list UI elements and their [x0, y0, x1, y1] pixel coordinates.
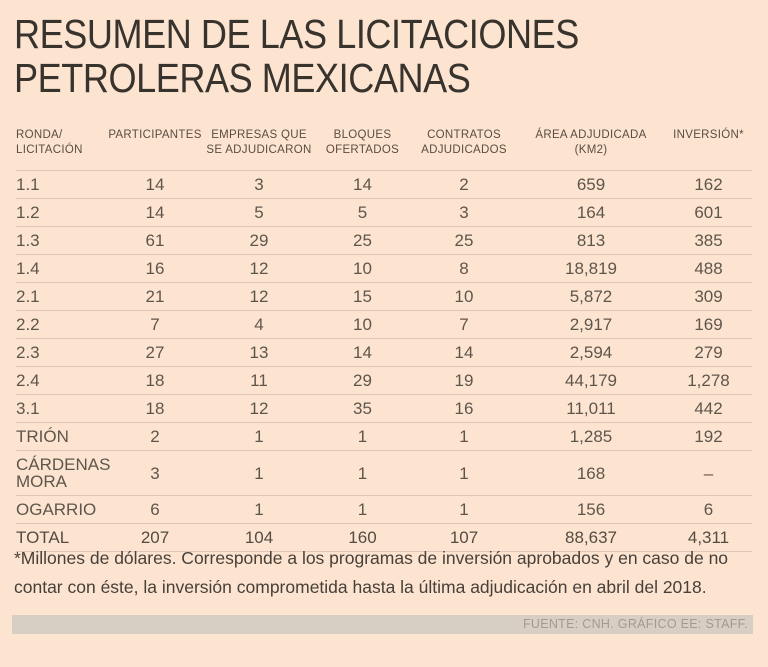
- page-title-line2: PETROLERAS MEXICANAS: [14, 55, 471, 101]
- licitaciones-table: [16, 124, 752, 552]
- col-header-0: RONDA/ LICITACIÓN: [16, 124, 106, 171]
- table-row: [16, 311, 752, 339]
- data-cell: 13: [204, 339, 314, 367]
- data-cell: 1: [204, 496, 314, 524]
- row-label: 1.3: [16, 227, 106, 255]
- data-cell: 1: [411, 451, 517, 496]
- row-label: 2.2: [16, 311, 106, 339]
- data-cell: 10: [411, 283, 517, 311]
- source-credit: FUENTE: CNH. GRÁFICO EE: STAFF.: [522, 617, 748, 631]
- data-cell: 1: [411, 423, 517, 451]
- data-cell: 35: [314, 395, 411, 423]
- data-cell: 16: [411, 395, 517, 423]
- data-cell: 813: [517, 227, 665, 255]
- data-cell: 1,285: [517, 423, 665, 451]
- data-cell: 601: [665, 199, 752, 227]
- data-cell: 3: [204, 171, 314, 199]
- data-cell: 1,278: [665, 367, 752, 395]
- data-cell: 3: [106, 451, 204, 496]
- data-cell: 1: [204, 451, 314, 496]
- data-cell: 18: [106, 367, 204, 395]
- data-cell: 1: [204, 423, 314, 451]
- col-header-5: ÁREA ADJUDICADA (KM2): [517, 124, 665, 171]
- page-title-line1: RESUMEN DE LAS LICITACIONES: [14, 11, 579, 57]
- page-title: [14, 12, 579, 100]
- table-row: [16, 496, 752, 524]
- data-cell: 2,594: [517, 339, 665, 367]
- data-cell: 6: [665, 496, 752, 524]
- col-header-4: CONTRATOS ADJUDICADOS: [411, 124, 517, 171]
- data-cell: 162: [665, 171, 752, 199]
- data-cell: 29: [314, 367, 411, 395]
- data-cell: 15: [314, 283, 411, 311]
- data-cell: 4,311: [665, 524, 752, 552]
- data-cell: 7: [106, 311, 204, 339]
- data-cell: 2,917: [517, 311, 665, 339]
- data-cell: 12: [204, 395, 314, 423]
- data-cell: 11: [204, 367, 314, 395]
- row-label: 1.2: [16, 199, 106, 227]
- col-header-3: BLOQUES OFERTADOS: [314, 124, 411, 171]
- data-cell: 5: [314, 199, 411, 227]
- table-row: [16, 171, 752, 199]
- data-cell: 25: [411, 227, 517, 255]
- data-cell: 4: [204, 311, 314, 339]
- data-cell: 5: [204, 199, 314, 227]
- data-cell: 192: [665, 423, 752, 451]
- col-header-1: PARTICIPANTES: [106, 124, 204, 171]
- data-cell: 8: [411, 255, 517, 283]
- data-cell: 5,872: [517, 283, 665, 311]
- data-cell: 10: [314, 255, 411, 283]
- data-cell: 25: [314, 227, 411, 255]
- data-cell: 1: [314, 451, 411, 496]
- table-row: [16, 283, 752, 311]
- data-cell: 488: [665, 255, 752, 283]
- data-cell: –: [665, 451, 752, 496]
- data-cell: 164: [517, 199, 665, 227]
- row-label: 2.4: [16, 367, 106, 395]
- data-cell: 19: [411, 367, 517, 395]
- data-cell: 207: [106, 524, 204, 552]
- table-row: [16, 227, 752, 255]
- data-cell: 1: [314, 496, 411, 524]
- data-cell: 61: [106, 227, 204, 255]
- data-cell: 14: [314, 339, 411, 367]
- data-cell: 309: [665, 283, 752, 311]
- data-cell: 14: [106, 171, 204, 199]
- table-row: [16, 367, 752, 395]
- data-cell: 44,179: [517, 367, 665, 395]
- col-header-2: EMPRESAS QUE SE ADJUDICARON: [204, 124, 314, 171]
- data-cell: 659: [517, 171, 665, 199]
- row-label: TRIÓN: [16, 423, 106, 451]
- data-cell: 385: [665, 227, 752, 255]
- data-cell: 169: [665, 311, 752, 339]
- data-cell: 27: [106, 339, 204, 367]
- data-cell: 14: [106, 199, 204, 227]
- row-label: OGARRIO: [16, 496, 106, 524]
- data-cell: 88,637: [517, 524, 665, 552]
- data-cell: 16: [106, 255, 204, 283]
- data-cell: 160: [314, 524, 411, 552]
- data-cell: 168: [517, 451, 665, 496]
- row-label: 2.1: [16, 283, 106, 311]
- data-cell: 107: [411, 524, 517, 552]
- data-cell: 2: [411, 171, 517, 199]
- row-label: 1.1: [16, 171, 106, 199]
- row-label: TOTAL: [16, 524, 106, 552]
- data-cell: 6: [106, 496, 204, 524]
- data-cell: 7: [411, 311, 517, 339]
- data-cell: 14: [314, 171, 411, 199]
- data-cell: 156: [517, 496, 665, 524]
- row-label: 1.4: [16, 255, 106, 283]
- table-row: [16, 423, 752, 451]
- data-cell: 279: [665, 339, 752, 367]
- data-cell: 10: [314, 311, 411, 339]
- data-cell: 18: [106, 395, 204, 423]
- footnote: *Millones de dólares. Corresponde a los programas de inversión aprobados y en caso de no contar con éste, la inversión comprometida hasta la última adjudicación en abril del 2018.: [14, 548, 729, 597]
- data-cell: 18,819: [517, 255, 665, 283]
- data-cell: 2: [106, 423, 204, 451]
- table-row: [16, 199, 752, 227]
- data-cell: 1: [411, 496, 517, 524]
- data-cell: 14: [411, 339, 517, 367]
- data-cell: 11,011: [517, 395, 665, 423]
- data-cell: 29: [204, 227, 314, 255]
- data-cell: 104: [204, 524, 314, 552]
- table-row: [16, 451, 752, 496]
- data-cell: 12: [204, 255, 314, 283]
- data-cell: 21: [106, 283, 204, 311]
- table-row: [16, 395, 752, 423]
- data-cell: 12: [204, 283, 314, 311]
- col-header-6: INVERSIÓN*: [665, 124, 752, 171]
- row-label: 2.3: [16, 339, 106, 367]
- table-row: [16, 255, 752, 283]
- data-cell: 442: [665, 395, 752, 423]
- table-header-row: [16, 124, 752, 171]
- row-label: 3.1: [16, 395, 106, 423]
- data-cell: 3: [411, 199, 517, 227]
- source-bar: [12, 615, 753, 634]
- table-row: [16, 339, 752, 367]
- row-label: CÁRDENAS MORA: [16, 451, 106, 496]
- data-cell: 1: [314, 423, 411, 451]
